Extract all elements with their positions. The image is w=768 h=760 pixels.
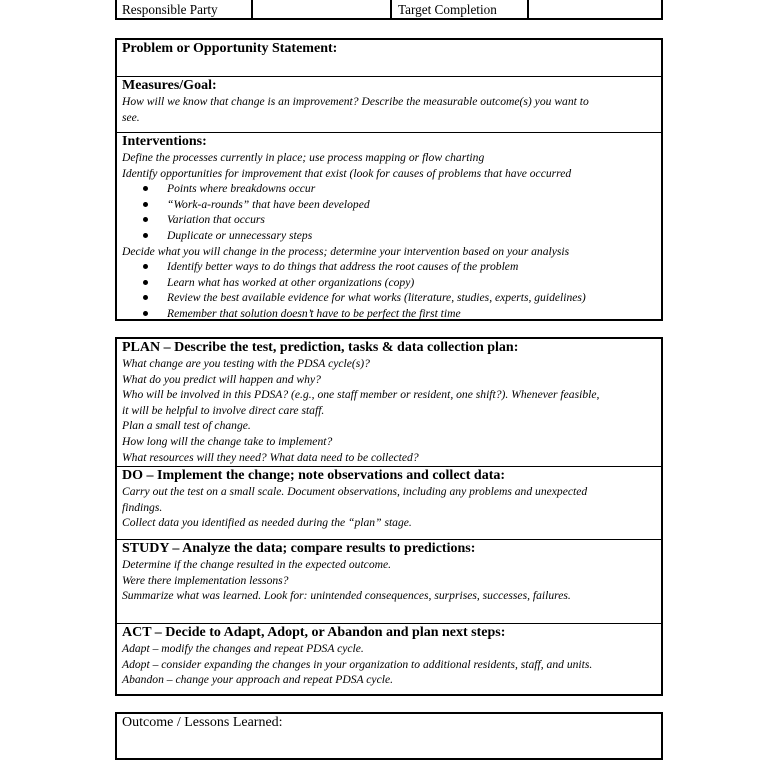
do-section bbox=[117, 466, 661, 539]
planning-box bbox=[115, 38, 663, 321]
interventions-intro-2: Identify opportunities for improvement that exist (look for causes of problems that have occurred bbox=[122, 166, 572, 180]
act-title[interactable]: ACT – Decide to Adapt, Adopt, or Abandon and plan next steps: bbox=[122, 625, 506, 640]
bullet-icon bbox=[143, 217, 148, 222]
plan-line-5: Plan a small test of change. bbox=[122, 419, 251, 433]
act-section bbox=[117, 623, 661, 695]
plan-line-6: How long will the change take to implement? bbox=[122, 434, 333, 448]
interventions-section bbox=[117, 132, 661, 319]
outcome-title[interactable]: Outcome / Lessons Learned: bbox=[122, 715, 283, 730]
bullet-icon bbox=[143, 202, 148, 207]
do-title[interactable]: DO – Implement the change; note observations and collect data: bbox=[122, 468, 506, 483]
plan-line-1: What change are you testing with the PDSA cycle(s)? bbox=[122, 357, 370, 370]
outcome-box bbox=[115, 712, 663, 760]
measures-line-2: see. bbox=[122, 110, 140, 124]
act-line-2: Adopt – consider expanding the changes in your organization to additional residents, staff, and units. bbox=[122, 657, 593, 671]
list-item: Learn what has worked at other organizations (copy) bbox=[122, 275, 656, 291]
bullet-icon bbox=[143, 280, 148, 285]
target-completion-label: Target Completion bbox=[398, 2, 497, 17]
measures-title[interactable]: Measures/Goal: bbox=[122, 78, 217, 93]
measures-section bbox=[117, 76, 661, 132]
list-item: Identify better ways to do things that address the root causes of the problem bbox=[122, 259, 656, 275]
bullet-icon bbox=[143, 233, 148, 238]
act-line-1: Adapt – modify the changes and repeat PDSA cycle. bbox=[122, 642, 364, 655]
responsible-party-label: Responsible Party bbox=[122, 2, 218, 17]
measures-line-1: How will we know that change is an improvement? Describe the measurable outcome(s) you want to bbox=[122, 95, 589, 108]
bullet-icon bbox=[143, 186, 148, 191]
list-item: Variation that occurs bbox=[122, 212, 656, 228]
do-line-3: Collect data you identified as needed during the “plan” stage. bbox=[122, 516, 412, 530]
plan-line-2: What do you predict will happen and why? bbox=[122, 372, 321, 386]
improvement-list bbox=[122, 259, 656, 321]
list-item: Points where breakdowns occur bbox=[122, 181, 656, 197]
study-line-3: Summarize what was learned. Look for: unintended consequences, surprises, successes, failures. bbox=[122, 589, 571, 603]
bullet-icon bbox=[143, 295, 148, 300]
study-title[interactable]: STUDY – Analyze the data; compare results to predictions: bbox=[122, 541, 476, 556]
pdsa-box bbox=[115, 337, 663, 696]
act-line-3: Abandon – change your approach and repeat PDSA cycle. bbox=[122, 673, 393, 687]
list-item: Review the best available evidence for what works (literature, studies, experts, guidelines) bbox=[122, 290, 656, 306]
list-item: “Work-a-rounds” that have been developed bbox=[122, 197, 656, 213]
plan-section bbox=[117, 339, 661, 466]
breakdown-list bbox=[122, 181, 656, 243]
bullet-icon bbox=[143, 264, 148, 269]
interventions-title[interactable]: Interventions: bbox=[122, 134, 207, 149]
study-line-1: Determine if the change resulted in the expected outcome. bbox=[122, 558, 392, 571]
study-section bbox=[117, 539, 661, 623]
list-item: Remember that solution doesn’t have to be perfect the first time bbox=[122, 306, 656, 322]
header-table bbox=[115, 0, 663, 20]
problem-section bbox=[117, 40, 661, 76]
do-line-2: findings. bbox=[122, 500, 163, 514]
do-line-1: Carry out the test on a small scale. Document observations, including any problems and unexpected bbox=[122, 485, 588, 498]
plan-line-3: Who will be involved in this PDSA? (e.g., one staff member or resident, one shift?). Whenever feasible, bbox=[122, 388, 600, 402]
interventions-intro-1: Define the processes currently in place; use process mapping or flow charting bbox=[122, 151, 485, 164]
plan-line-7: What resources will they need? What data need to be collected? bbox=[122, 450, 419, 464]
problem-title[interactable]: Problem or Opportunity Statement: bbox=[122, 41, 338, 56]
plan-line-4: it will be helpful to involve direct care staff. bbox=[122, 403, 325, 417]
list-item: Duplicate or unnecessary steps bbox=[122, 228, 656, 244]
interventions-middle: Decide what you will change in the process; determine your intervention based on your analysis bbox=[122, 244, 570, 258]
study-line-2: Were there implementation lessons? bbox=[122, 573, 289, 587]
bullet-icon bbox=[143, 311, 148, 316]
plan-title[interactable]: PLAN – Describe the test, prediction, tasks & data collection plan: bbox=[122, 340, 519, 355]
